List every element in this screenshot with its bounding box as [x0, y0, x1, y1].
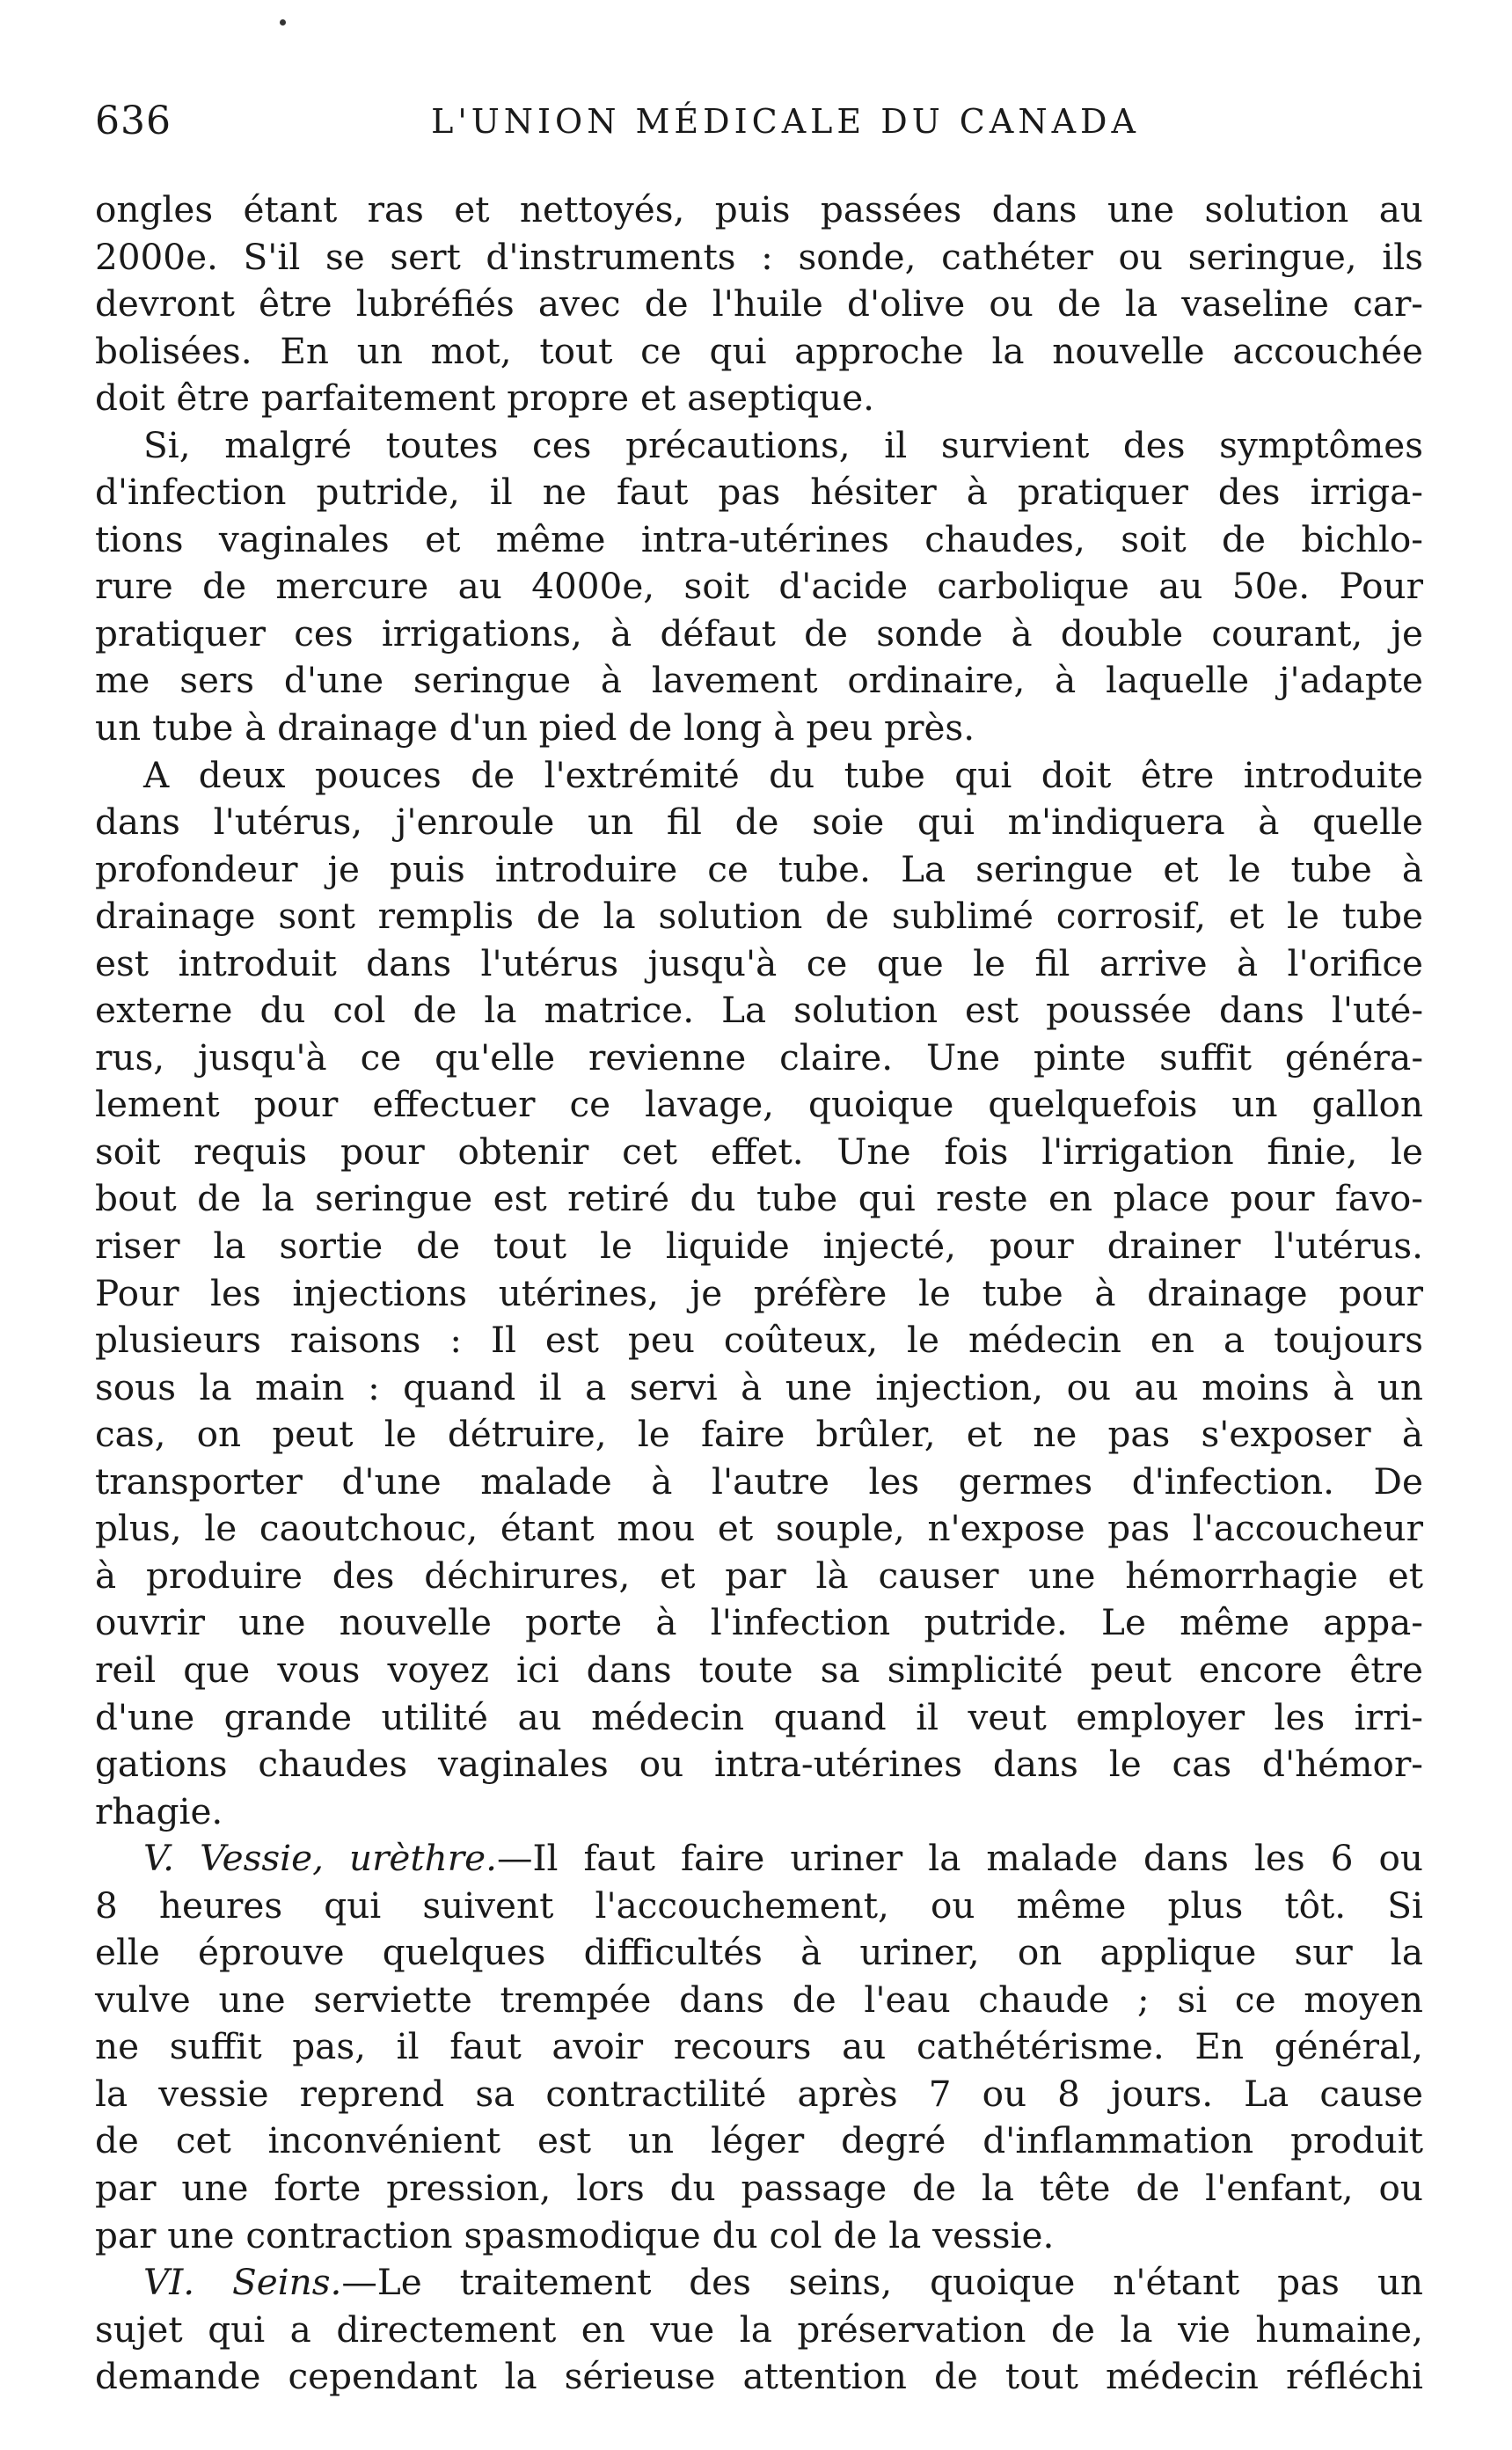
line-text: pratiquer ces irrigations, à défaut de sonde à double courant, je — [95, 611, 1423, 655]
text-line — [95, 2212, 1423, 2260]
line-text: par une forte pression, lors du passage de la tête de l'enfant, ou — [95, 2166, 1423, 2209]
text-line — [95, 2165, 1423, 2212]
text-line — [95, 1553, 1423, 1600]
text-line — [95, 1175, 1423, 1223]
line-text: dans l'utérus, j'enroule un fil de soie qui m'indiquera à quelle — [95, 801, 1423, 844]
line-text: un tube à drainage d'un pied de long à peu près. — [95, 706, 975, 750]
text-line — [95, 186, 1423, 234]
line-text: soit requis pour obtenir cet effet. Une fois l'irrigation finie, le — [95, 1130, 1423, 1173]
line-text: sous la main : quand il a servi à une injection, ou au moins à un — [95, 1365, 1423, 1408]
line-text: bout de la seringue est retiré du tube qui reste en place pour favo- — [95, 1177, 1423, 1220]
line-text: 8 heures qui suivent l'accouchement, ou même plus tôt. Si — [95, 1883, 1423, 1927]
line-text: reil que vous voyez ici dans toute sa simplicité peut encore être — [95, 1648, 1423, 1691]
line-text: ongles étant ras et nettoyés, puis passées dans une solution au — [95, 188, 1423, 230]
line-text: d'infection putride, il ne faut pas hésiter à pratiquer des irriga- — [95, 471, 1423, 514]
text-line — [95, 281, 1423, 328]
text-line — [95, 1317, 1423, 1364]
text-line — [95, 1599, 1423, 1647]
text-line — [95, 752, 1423, 800]
body-text — [95, 186, 1423, 2401]
line-text: rus, jusqu'à ce qu'elle revienne claire. Une pinte suffit généra- — [95, 1035, 1423, 1079]
line-text: à produire des déchirures, et par là causer une hémorrhagie et — [95, 1554, 1423, 1597]
text-line — [95, 799, 1423, 846]
ink-speck — [280, 19, 286, 26]
text-line — [95, 657, 1423, 705]
text-line — [95, 375, 1423, 422]
line-text: vulve une serviette trempée dans de l'eau chaude ; si ce moyen — [95, 1978, 1423, 2021]
text-line — [95, 1505, 1423, 1553]
line-text: doit être parfaitement propre et aseptique. — [95, 377, 875, 420]
text-line — [95, 1459, 1423, 1506]
text-line — [95, 516, 1423, 564]
page-number: 636 — [95, 99, 172, 143]
text-line — [95, 2117, 1423, 2165]
text-line — [95, 2071, 1423, 2118]
line-text: cas, on peut le détruire, le faire brûler, et ne pas s'exposer à — [95, 1413, 1423, 1456]
line-text: rure de mercure au 4000e, soit d'acide carbolique au 50e. Pour — [95, 565, 1423, 608]
line-text: me sers d'une seringue à lavement ordinaire, à laquelle j'adapte — [95, 659, 1423, 702]
text-line — [95, 2307, 1423, 2354]
text-line — [95, 846, 1423, 894]
section-heading: V. Vessie, urèthre. — [143, 1837, 497, 1880]
text-line — [95, 1929, 1423, 1977]
text-line — [95, 1741, 1423, 1788]
text-line — [95, 1883, 1423, 1930]
line-text: de cet inconvénient est un léger degré d'inflammation produit — [95, 2119, 1423, 2162]
text-line — [95, 2353, 1423, 2401]
text-line — [95, 1081, 1423, 1129]
text-line — [95, 1835, 1423, 1883]
line-text: sujet qui a directement en vue la préservation de la vie humaine, — [95, 2307, 1423, 2351]
text-line — [95, 422, 1423, 470]
text-line — [95, 1788, 1423, 1836]
text-line — [95, 2259, 1423, 2307]
text-line — [95, 563, 1423, 611]
text-line — [95, 1129, 1423, 1176]
line-text: ne suffit pas, il faut avoir recours au cathétérisme. En général, — [95, 2025, 1423, 2068]
line-text: plusieurs raisons : Il est peu coûteux, le médecin en a toujours — [95, 1319, 1423, 1362]
page-header — [95, 95, 1423, 148]
line-text: —Il faut faire uriner la malade dans les 6 ou — [496, 1837, 1423, 1880]
text-line — [95, 2023, 1423, 2071]
line-text: demande cependant la sérieuse attention de tout médecin réfléchi — [95, 2355, 1423, 2398]
section-heading: VI. Seins. — [143, 2261, 342, 2304]
line-text: Pour les injections utérines, je préfère le tube à drainage pour — [95, 1271, 1423, 1314]
text-line — [95, 987, 1423, 1035]
line-text: par une contraction spasmodique du col de la vessie. — [95, 2213, 1055, 2256]
line-text: gations chaudes vaginales ou intra-utérines dans le cas d'hémor- — [95, 1743, 1423, 1786]
line-text: lement pour effectuer ce lavage, quoique quelquefois un gallon — [95, 1083, 1423, 1126]
text-line — [95, 611, 1423, 658]
line-text: elle éprouve quelques difficultés à uriner, on applique sur la — [95, 1931, 1423, 1974]
line-text: drainage sont remplis de la solution de sublimé corrosif, et le tube — [95, 895, 1423, 938]
line-text: tions vaginales et même intra-utérines chaudes, soit de bichlo- — [95, 517, 1423, 560]
text-line — [95, 893, 1423, 940]
line-text: profondeur je puis introduire ce tube. La seringue et le tube à — [95, 847, 1423, 890]
text-line — [95, 1364, 1423, 1412]
text-line — [95, 940, 1423, 988]
line-text: riser la sortie de tout le liquide injecté, pour drainer l'utérus. — [95, 1225, 1423, 1268]
line-text: Si, malgré toutes ces précautions, il survient des symptômes — [143, 423, 1423, 466]
line-text: —Le traitement des seins, quoique n'étant pas un — [341, 2261, 1423, 2304]
line-text: transporter d'une malade à l'autre les germes d'infection. De — [95, 1459, 1423, 1503]
line-text: A deux pouces de l'extrémité du tube qui doit être introduite — [143, 753, 1423, 796]
line-text: externe du col de la matrice. La solution est poussée dans l'uté- — [95, 989, 1423, 1032]
line-text: d'une grande utilité au médecin quand il veut employer les irri- — [95, 1695, 1423, 1738]
text-line — [95, 1977, 1423, 2024]
line-text: bolisées. En un mot, tout ce qui approche la nouvelle accouchée — [95, 329, 1423, 372]
text-line — [95, 234, 1423, 282]
text-line — [95, 1223, 1423, 1270]
text-line — [95, 469, 1423, 516]
running-head: L'UNION MÉDICALE DU CANADA — [431, 102, 1140, 141]
line-text: plus, le caoutchouc, étant mou et souple, n'expose pas l'accoucheur — [95, 1507, 1423, 1550]
line-text: rhagie. — [95, 1789, 223, 1832]
text-line — [95, 1411, 1423, 1459]
text-line — [95, 328, 1423, 376]
text-line — [95, 1035, 1423, 1082]
text-line — [95, 1270, 1423, 1318]
line-text: la vessie reprend sa contractilité après 7 ou 8 jours. La cause — [95, 2072, 1423, 2115]
line-text: devront être lubréfiés avec de l'huile d'olive ou de la vaseline car- — [95, 282, 1423, 325]
text-line — [95, 1694, 1423, 1742]
line-text: est introduit dans l'utérus jusqu'à ce que le fil arrive à l'orifice — [95, 941, 1423, 984]
line-text: ouvrir une nouvelle porte à l'infection putride. Le même appa- — [95, 1601, 1423, 1644]
line-text: 2000e. S'il se sert d'instruments : sonde, cathéter ou seringue, ils — [95, 235, 1423, 278]
text-line — [95, 705, 1423, 752]
text-line — [95, 1647, 1423, 1694]
